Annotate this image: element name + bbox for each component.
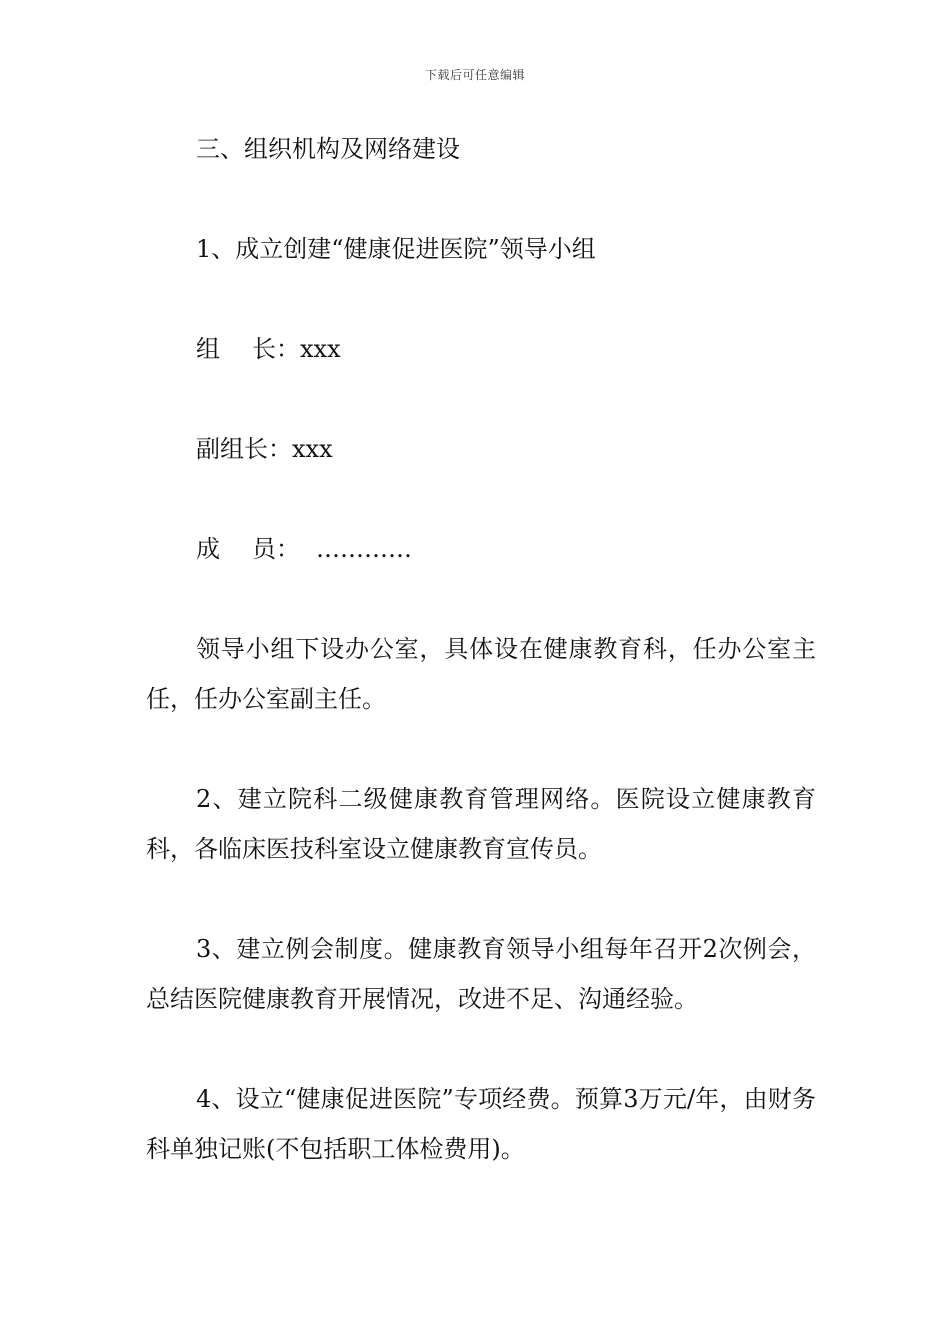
leader-label-part2: 长： — [252, 335, 300, 363]
members-line — [196, 524, 412, 574]
members-label-part1: 成 — [196, 535, 220, 563]
members-label — [196, 524, 300, 574]
deputy-label: 副组长： — [196, 435, 292, 463]
item-3-paragraph: 3、建立例会制度。健康教育领导小组每年召开2次例会，总结医院健康教育开展情况，改进不足、沟通经验。 — [146, 935, 816, 1013]
deputy-value: xxx — [292, 435, 333, 463]
leader-label-part1: 组 — [196, 335, 220, 363]
item-4-paragraph: 4、设立“健康促进医院”专项经费。预算3万元/年，由财务科单独记账(不包括职工体检费用)。 — [146, 1085, 816, 1163]
leader-line — [196, 324, 341, 374]
item-1-title: 1、成立创建“健康促进医院”领导小组 — [196, 235, 596, 263]
members-label-part2: 员： — [252, 535, 300, 563]
page-header-note: 下载后可任意编辑 — [424, 68, 525, 82]
section-title: 三、组织机构及网络建设 — [196, 135, 460, 163]
members-value: ………… — [316, 535, 412, 563]
leader-value: xxx — [300, 335, 341, 363]
deputy-line — [196, 424, 333, 474]
item-2-paragraph: 2、建立院科二级健康教育管理网络。医院设立健康教育科，各临床医技科室设立健康教育宣传员。 — [146, 785, 816, 863]
office-paragraph: 领导小组下设办公室，具体设在健康教育科，任办公室主任，任办公室副主任。 — [146, 635, 816, 713]
leader-label — [196, 324, 300, 374]
